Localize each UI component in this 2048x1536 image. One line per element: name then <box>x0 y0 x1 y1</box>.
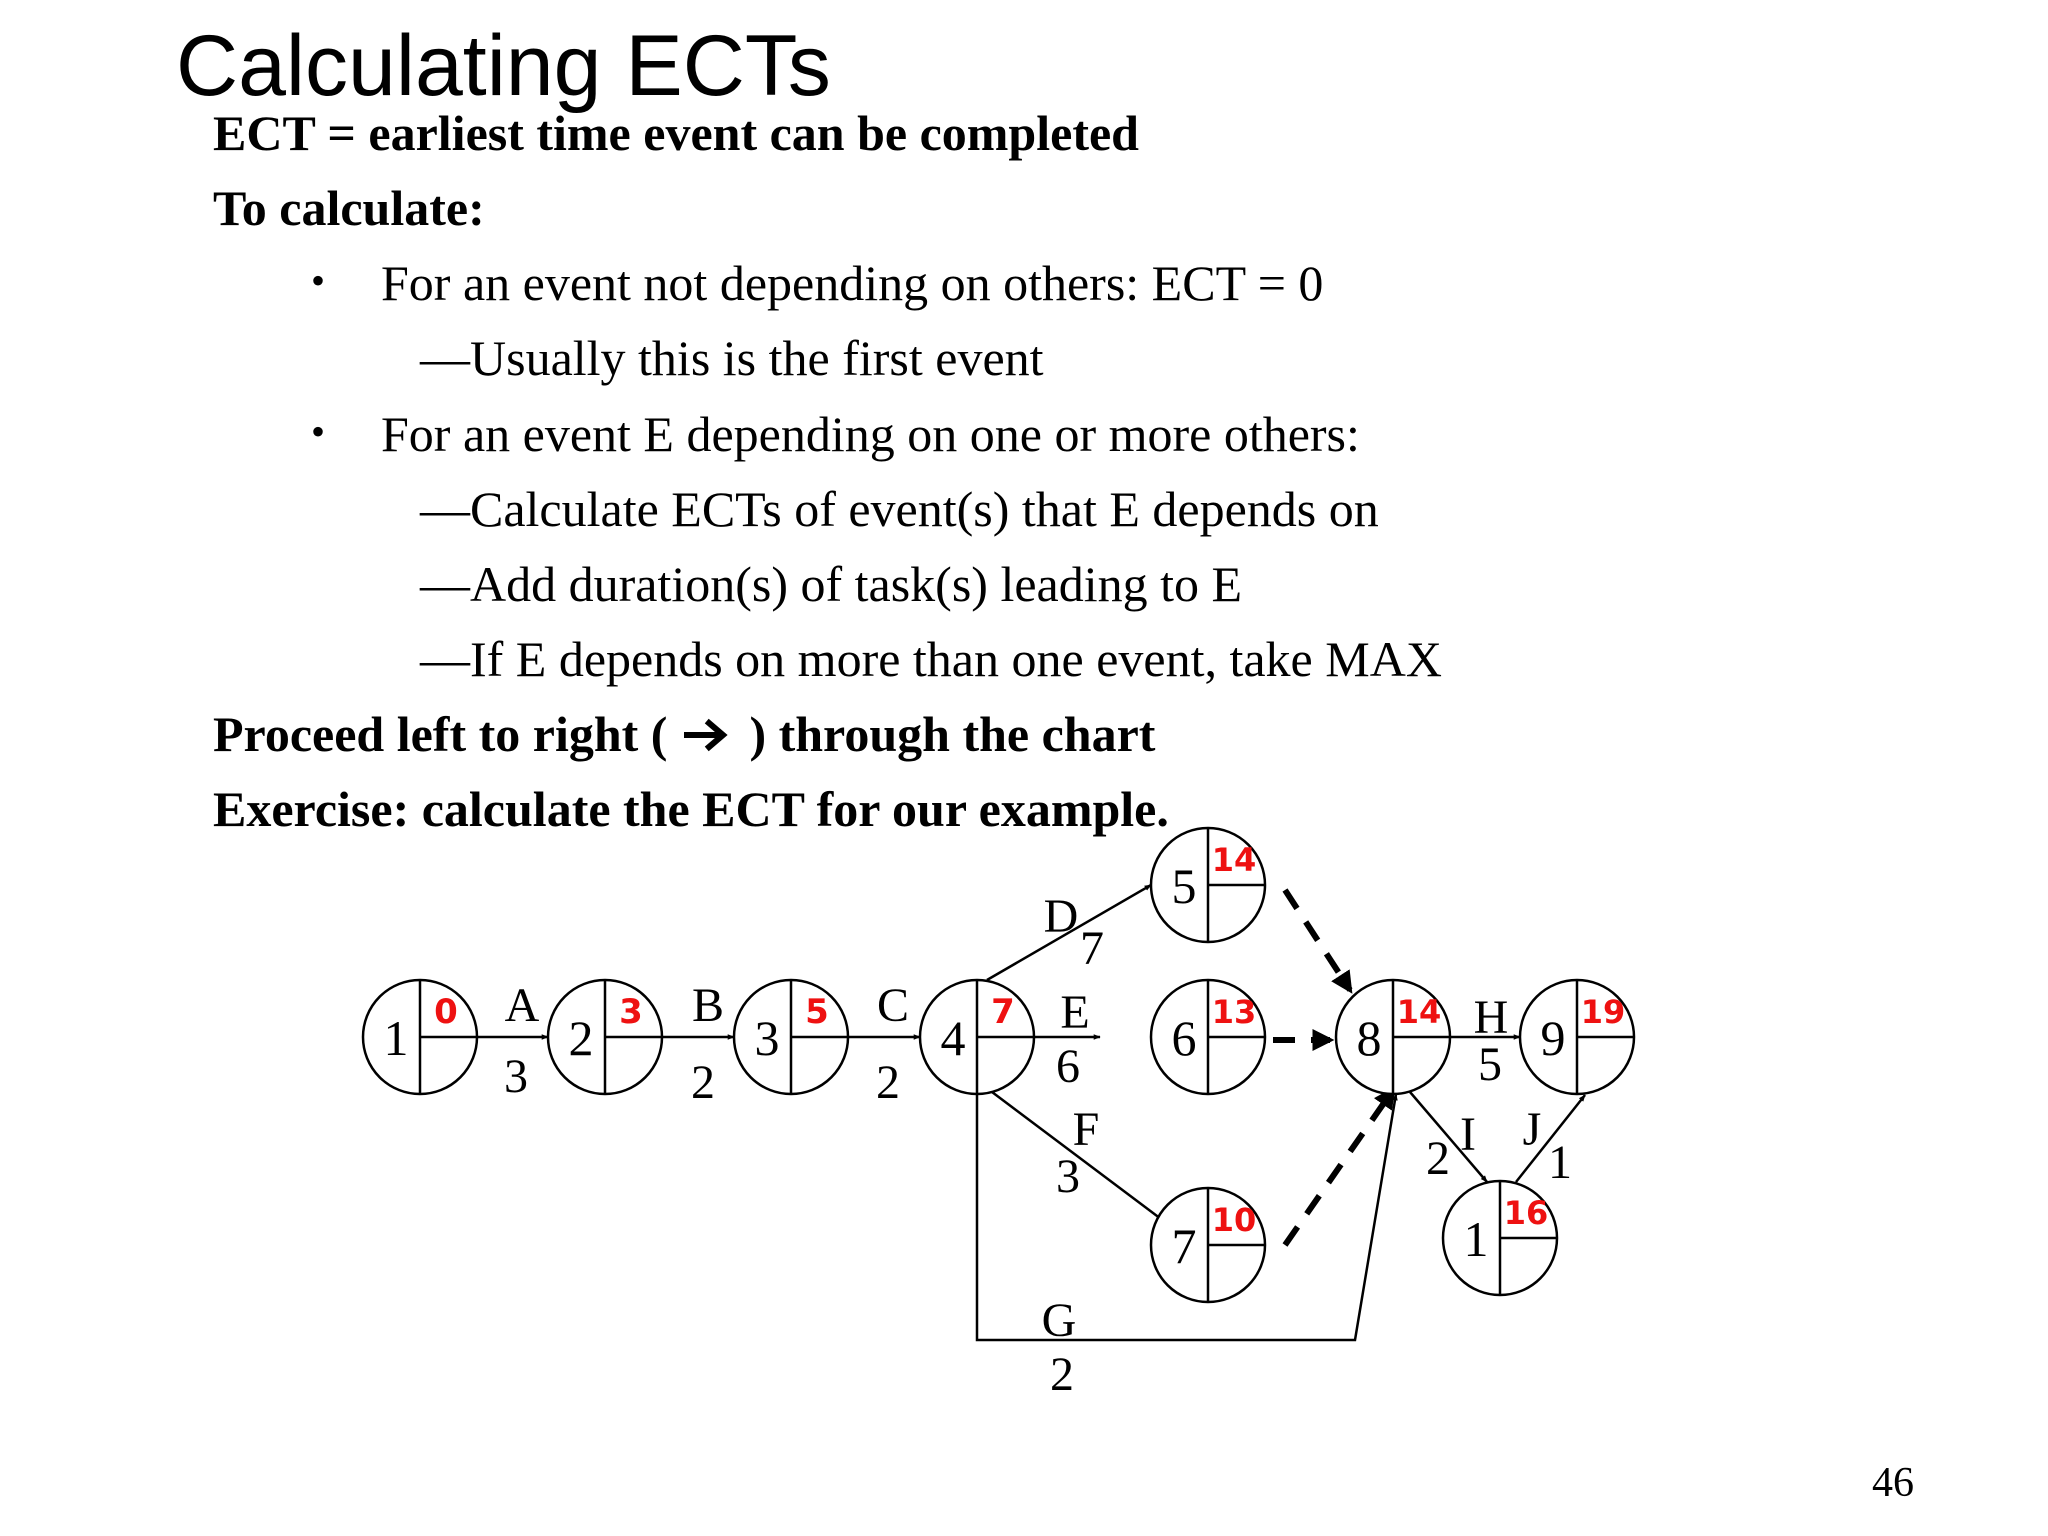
task-duration-label: 2 <box>1050 1348 1074 1401</box>
event-ect-value: 0 <box>434 992 458 1032</box>
sub-bullet-item: —If E depends on more than one event, take MAX <box>420 631 1442 687</box>
task-duration-label: 2 <box>876 1056 900 1109</box>
event-ect-value: 19 <box>1580 993 1626 1031</box>
event-ect-value: 14 <box>1211 841 1257 879</box>
event-ect-value: 13 <box>1211 993 1257 1031</box>
sub-bullet-item: —Calculate ECTs of event(s) that E depends on <box>420 481 1379 537</box>
task-duration-label: 2 <box>691 1056 715 1109</box>
event-id: 4 <box>940 1010 966 1066</box>
task-name-label: G <box>1041 1294 1077 1347</box>
event-id: 5 <box>1171 858 1197 914</box>
dummy-edge-7-8 <box>1285 1090 1393 1245</box>
bullet-item: For an event not depending on others: ECT = 0 <box>381 255 1324 311</box>
task-duration-label: 3 <box>504 1050 528 1103</box>
task-name-label: J <box>1522 1103 1542 1156</box>
page-number: 46 <box>1872 1460 1914 1506</box>
event-ect-value: 16 <box>1503 1194 1549 1232</box>
task-name-label: A <box>504 979 540 1032</box>
event-id: 3 <box>754 1010 780 1066</box>
task-duration-label: 5 <box>1478 1038 1502 1091</box>
event-nodes <box>363 828 1634 1302</box>
exercise-prompt: Exercise: calculate the ECT for our example. <box>213 781 1169 837</box>
event-ect-value: 7 <box>991 992 1015 1032</box>
dummy-edge-5-8 <box>1285 890 1350 990</box>
proceed-suffix: ) through the chart <box>749 706 1156 762</box>
bullet-marker: • <box>311 258 326 303</box>
ect-definition: ECT = earliest time event can be completed <box>213 105 1139 161</box>
event-node <box>1520 980 1634 1094</box>
event-id: 7 <box>1171 1218 1197 1274</box>
event-node <box>1151 1188 1265 1302</box>
event-node <box>1336 980 1450 1094</box>
proceed-prefix: Proceed left to right ( <box>213 706 668 762</box>
sub-bullet-item: —Add duration(s) of task(s) leading to E <box>420 556 1243 612</box>
bullet-item: For an event E depending on one or more others: <box>381 406 1360 462</box>
event-id: 1 <box>383 1010 409 1066</box>
task-duration-label: 3 <box>1056 1150 1080 1203</box>
event-id: 6 <box>1171 1010 1197 1066</box>
task-name-label: F <box>1072 1103 1100 1156</box>
task-name-label: I <box>1460 1108 1476 1161</box>
task-duration-label: 2 <box>1426 1132 1450 1185</box>
task-edges <box>477 885 1585 1340</box>
event-node <box>363 980 477 1094</box>
event-node <box>548 980 662 1094</box>
task-name-label: C <box>876 979 910 1032</box>
slide-title: Calculating ECTs <box>176 18 831 114</box>
event-ect-value: 3 <box>619 992 643 1032</box>
event-node <box>1443 1181 1557 1295</box>
event-node <box>1151 828 1265 942</box>
event-ect-value: 5 <box>805 992 829 1032</box>
event-id: 1 <box>1463 1211 1489 1267</box>
event-ect-value: 14 <box>1396 993 1442 1031</box>
bullet-marker: • <box>311 409 326 454</box>
event-id: 8 <box>1356 1010 1382 1066</box>
sub-bullet-item: —Usually this is the first event <box>420 330 1044 386</box>
task-name-label: B <box>691 979 725 1032</box>
event-node <box>734 980 848 1094</box>
task-name-label: E <box>1060 986 1090 1039</box>
task-duration-label: 1 <box>1548 1136 1572 1189</box>
event-id: 2 <box>568 1010 594 1066</box>
task-name-label: D <box>1043 890 1079 943</box>
event-node <box>920 980 1034 1094</box>
task-duration-label: 7 <box>1080 922 1104 975</box>
event-id: 9 <box>1540 1010 1566 1066</box>
task-labels <box>504 890 1572 1401</box>
to-calculate-heading: To calculate: <box>213 180 485 236</box>
event-ect-value: 10 <box>1211 1201 1257 1239</box>
task-duration-label: 6 <box>1056 1040 1080 1093</box>
task-name-label: H <box>1473 991 1509 1044</box>
event-node <box>1151 980 1265 1094</box>
